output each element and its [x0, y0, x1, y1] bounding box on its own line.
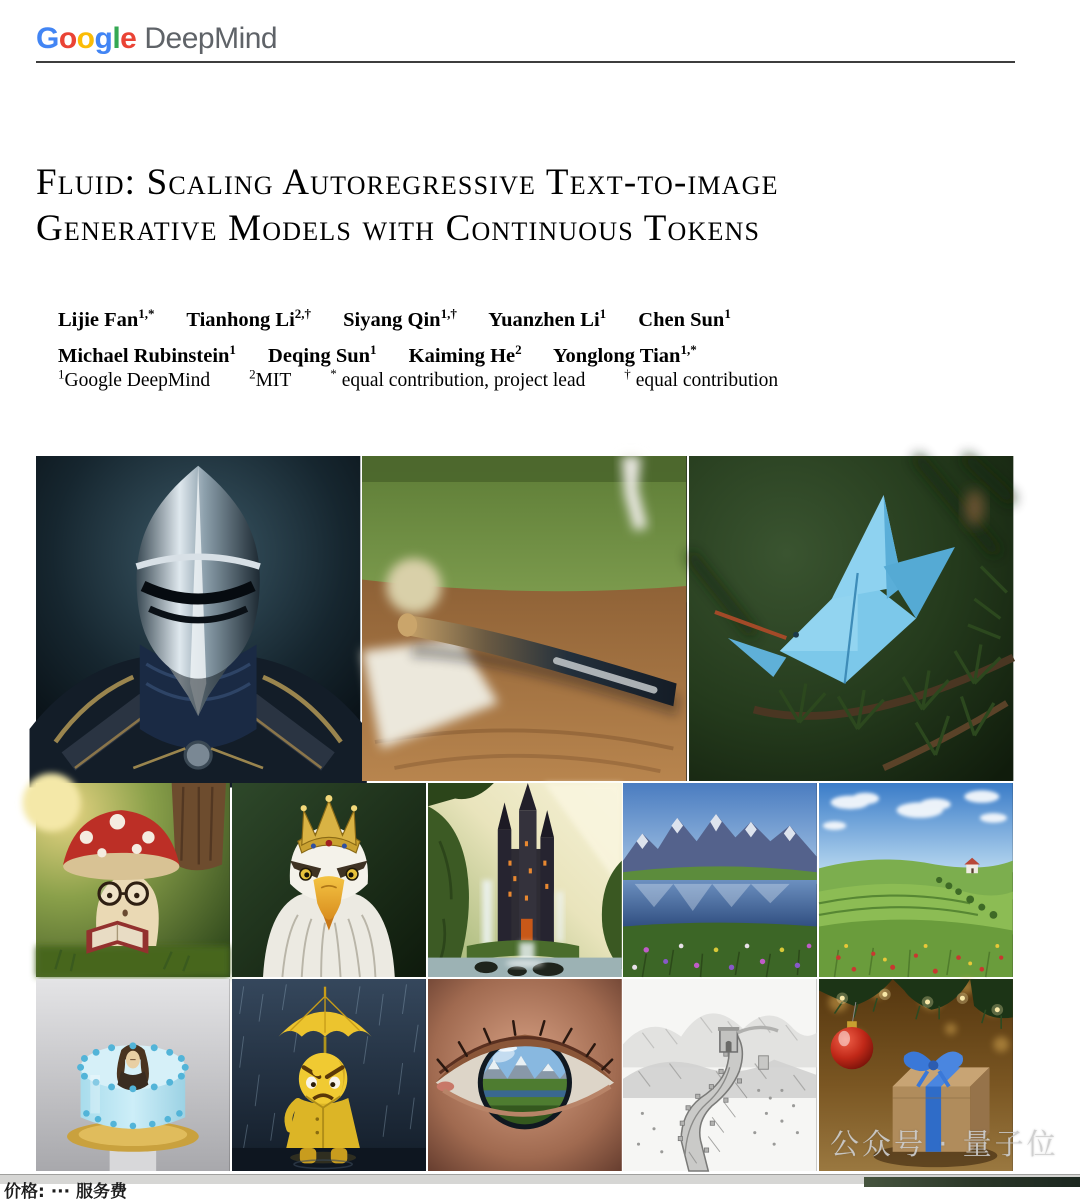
affiliation: $^1$Google DeepMind — [58, 366, 211, 391]
logo-letter: G — [36, 22, 59, 55]
author-list — [58, 299, 1018, 371]
watermark-text: 公众号 · 量子位 — [830, 1127, 1059, 1161]
generated-image-eagle — [232, 783, 426, 977]
author-row — [58, 299, 1018, 335]
logo-letter: o — [58, 22, 77, 55]
gallery-row-1 — [36, 456, 1013, 781]
logo-letter: l — [112, 22, 121, 55]
author: Chen Sun$^1$ — [638, 306, 731, 331]
author: Kaiming He$^2$ — [408, 341, 522, 367]
generated-image-mona-lisa-cake — [36, 979, 230, 1171]
header-rule — [36, 61, 1015, 63]
title-line2: Generative Models with Continuous Tokens — [36, 208, 761, 249]
paper-title — [36, 160, 1036, 252]
generated-image-castle — [428, 783, 622, 977]
author: Yuanzhen Li$^1$ — [488, 306, 607, 331]
sample-image-gallery — [36, 456, 1013, 1171]
generated-image-origami-bird — [689, 456, 1013, 781]
generated-image-umbrella-character — [232, 979, 426, 1171]
generated-image-baseball — [362, 456, 686, 781]
affiliation: $^2$MIT — [249, 366, 292, 391]
affiliation-note: † equal contribution — [624, 366, 779, 391]
clipped-price-text: 价格: ··· 服务费 — [4, 1182, 128, 1202]
clipped-bottom-image — [864, 1177, 1080, 1187]
logo-letter: g — [94, 22, 113, 55]
author: Lijie Fan$^{1,*}$ — [58, 306, 155, 331]
generated-image-green-hills — [819, 783, 1013, 977]
author: Michael Rubinstein$^1$ — [58, 341, 236, 367]
logo-letter: e — [120, 22, 137, 55]
generated-image-knight — [36, 456, 360, 781]
generated-image-great-wall — [623, 979, 817, 1171]
title-line1: Fluid: Scaling Autoregressive Text-to-image — [36, 162, 779, 203]
author: Yonglong Tian$^{1,*}$ — [553, 341, 697, 367]
author: Tianhong $Li^{2,\dagger}$ — [186, 306, 312, 331]
affiliations-line — [58, 366, 1018, 392]
gallery-row-2 — [36, 783, 1013, 977]
clipped-bottom-row — [0, 1174, 1080, 1202]
logo-brand-text: DeepMind — [144, 22, 278, 55]
author: Deqing Sun$^1$ — [268, 341, 377, 367]
author: Siyang Qin$^{1,\dagger}$ — [343, 306, 457, 331]
generated-image-eye — [428, 979, 622, 1171]
logo-letter: o — [76, 22, 95, 55]
affiliation-note: * equal contribution, project lead — [330, 366, 586, 391]
generated-image-mountain-lake — [623, 783, 817, 977]
google-deepmind-logo — [36, 22, 277, 56]
generated-image-mushroom — [36, 783, 230, 977]
